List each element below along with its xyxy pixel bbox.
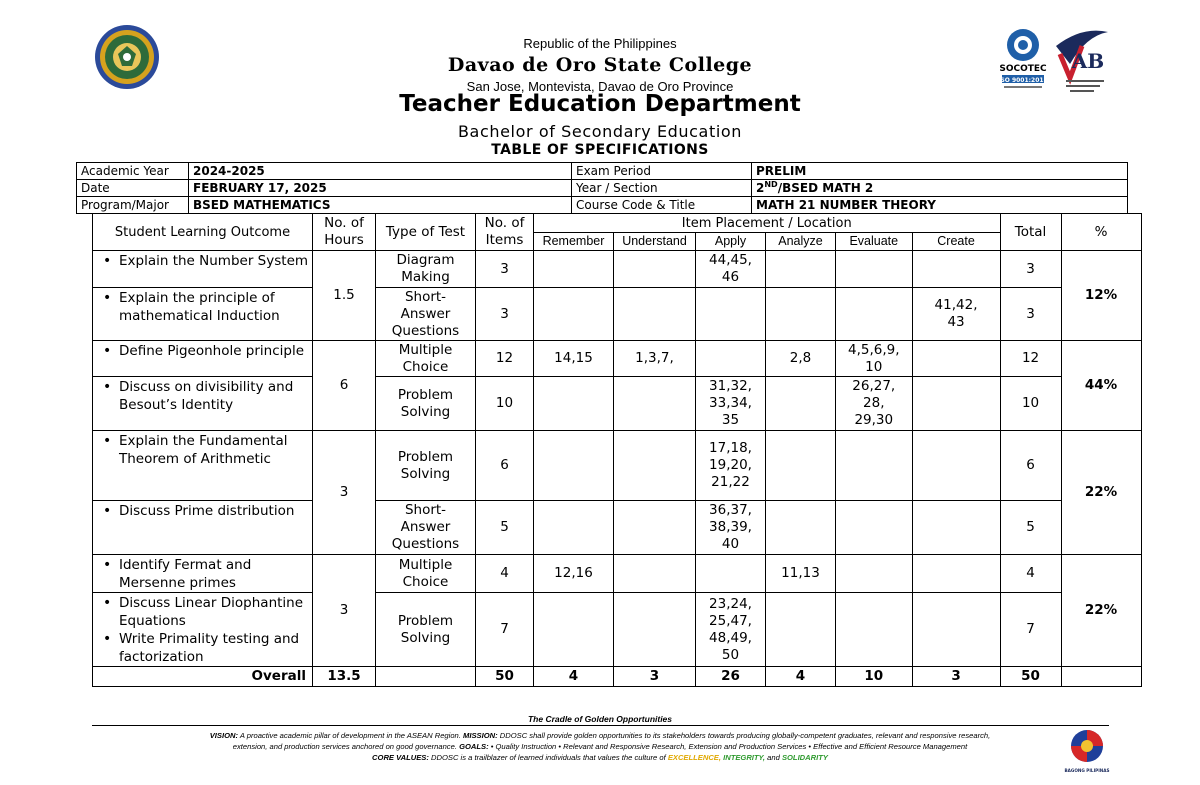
understand-cell (614, 431, 696, 501)
slo-item: • Explain the Number System (99, 252, 312, 270)
year-section-post: /BSED MATH 2 (777, 181, 874, 195)
slo-item: • Explain the principle of mathematical Induction (99, 289, 312, 325)
overall-empty (1061, 667, 1141, 687)
remember-cell: 14,15 (534, 341, 614, 377)
apply-cell: 31,32, 33,34, 35 (696, 377, 766, 431)
items-cell: 10 (476, 377, 534, 431)
mission-text-cont: extension, and production services anchored on good governance. (232, 742, 457, 751)
date-label: Date (77, 180, 189, 197)
evaluate-cell (836, 251, 913, 288)
apply-cell: 36,37, 38,39, 40 (696, 501, 766, 555)
create-cell (912, 593, 1000, 667)
exam-info-table (76, 162, 1128, 214)
year-section-value (752, 180, 1128, 197)
program-label: Program/Major (77, 197, 189, 214)
exam-period-label: Exam Period (572, 163, 752, 180)
apply-cell (696, 341, 766, 377)
footer-core-values (120, 753, 1080, 762)
svg-text:AB: AB (1071, 49, 1105, 73)
overall-understand: 3 (614, 667, 696, 687)
slo-cell (93, 251, 313, 288)
test-type-cell: Short-Answer Questions (376, 501, 476, 555)
table-row (93, 288, 1142, 341)
slo-item: • Define Pigeonhole principle (99, 342, 312, 360)
value-and: and (767, 753, 780, 762)
table-row (93, 431, 1142, 501)
create-cell: 41,42, 43 (912, 288, 1000, 341)
items-cell: 7 (476, 593, 534, 667)
percent-cell: 44% (1061, 341, 1141, 431)
slo-item: • Discuss Prime distribution (99, 502, 312, 520)
analyze-cell (766, 251, 836, 288)
analyze-cell (766, 288, 836, 341)
evaluate-cell (836, 555, 913, 593)
test-type-cell: Problem Solving (376, 593, 476, 667)
value-solidarity: SOLIDARITY (781, 753, 828, 762)
remember-header: Remember (534, 233, 614, 251)
understand-header: Understand (614, 233, 696, 251)
hours-cell: 3 (313, 555, 376, 667)
placement-header: Item Placement / Location (534, 214, 1001, 233)
create-cell (912, 341, 1000, 377)
evaluate-header: Evaluate (836, 233, 913, 251)
total-cell: 3 (1000, 251, 1061, 288)
percent-cell: 22% (1061, 555, 1141, 667)
slo-cell (93, 431, 313, 501)
items-cell: 6 (476, 431, 534, 501)
academic-year-label: Academic Year (77, 163, 189, 180)
total-cell: 7 (1000, 593, 1061, 667)
table-row (93, 251, 1142, 288)
overall-row (93, 667, 1142, 687)
total-cell: 6 (1000, 431, 1061, 501)
total-cell: 3 (1000, 288, 1061, 341)
slo-cell (93, 341, 313, 377)
vision-label: VISION: (209, 731, 239, 740)
percent-cell: 12% (1061, 251, 1141, 341)
items-cell: 4 (476, 555, 534, 593)
evaluate-cell (836, 431, 913, 501)
remember-cell (534, 377, 614, 431)
create-cell (912, 431, 1000, 501)
understand-cell (614, 251, 696, 288)
percent-cell: 22% (1061, 431, 1141, 555)
program-value: BSED MATHEMATICS (189, 197, 572, 214)
total-cell: 10 (1000, 377, 1061, 431)
department-title: Teacher Education Department (399, 91, 801, 117)
slo-item: • Discuss Linear Diophantine Equations (99, 594, 312, 630)
overall-items: 50 (476, 667, 534, 687)
apply-header: Apply (696, 233, 766, 251)
overall-create: 3 (912, 667, 1000, 687)
vision-text: A proactive academic pillar of development in the ASEAN Region. (239, 731, 461, 740)
remember-cell: 12,16 (534, 555, 614, 593)
items-cell: 5 (476, 501, 534, 555)
value-excellence: EXCELLENCE, (667, 753, 721, 762)
year-section-sup: ND (764, 180, 778, 189)
items-cell: 3 (476, 288, 534, 341)
create-header: Create (912, 233, 1000, 251)
goals-text: • Quality Instruction • Relevant and Responsive Research, Extension and Production Services • Effective and Efficient Resource Management (490, 742, 968, 751)
remember-cell (534, 288, 614, 341)
overall-remember: 4 (534, 667, 614, 687)
footer-divider (92, 725, 1109, 726)
remember-cell (534, 251, 614, 288)
test-type-cell: Multiple Choice (376, 555, 476, 593)
college-address: San Jose, Montevista, Davao de Oro Province (466, 79, 734, 94)
evaluate-cell (836, 288, 913, 341)
table-row (93, 593, 1142, 667)
slo-cell (93, 593, 313, 667)
test-type-cell: Multiple Choice (376, 341, 476, 377)
slo-cell (93, 501, 313, 555)
overall-analyze: 4 (766, 667, 836, 687)
apply-cell (696, 288, 766, 341)
core-values-label: CORE VALUES: (372, 753, 429, 762)
create-cell (912, 501, 1000, 555)
percent-header: % (1061, 214, 1141, 251)
overall-hours: 13.5 (313, 667, 376, 687)
slo-cell (93, 288, 313, 341)
understand-cell (614, 501, 696, 555)
date-value: FEBRUARY 17, 2025 (189, 180, 572, 197)
course-label: Course Code & Title (572, 197, 752, 214)
info-row (77, 163, 1128, 180)
college-name: Davao de Oro State College (447, 54, 753, 76)
goals-label: GOALS: (459, 742, 489, 751)
type-header: Type of Test (376, 214, 476, 251)
hours-cell: 6 (313, 341, 376, 431)
analyze-cell (766, 501, 836, 555)
understand-cell (614, 288, 696, 341)
slo-item: • Write Primality testing and factorization (99, 630, 312, 666)
understand-cell: 1,3,7, (614, 341, 696, 377)
remember-cell (534, 593, 614, 667)
info-row (77, 180, 1128, 197)
create-cell (912, 377, 1000, 431)
hours-cell: 1.5 (313, 251, 376, 341)
table-row (93, 555, 1142, 593)
total-cell: 12 (1000, 341, 1061, 377)
test-type-cell: Short-Answer Questions (376, 288, 476, 341)
core-values-text: DDOSC is a trailblazer of learned individuals that values the culture of (431, 753, 666, 762)
analyze-header: Analyze (766, 233, 836, 251)
apply-cell: 44,45, 46 (696, 251, 766, 288)
evaluate-cell (836, 501, 913, 555)
apply-cell: 17,18, 19,20, 21,22 (696, 431, 766, 501)
test-type-cell: Problem Solving (376, 431, 476, 501)
table-row (93, 377, 1142, 431)
create-cell (912, 555, 1000, 593)
footer-goals (120, 742, 1080, 751)
evaluate-cell (836, 593, 913, 667)
specification-table (92, 213, 1142, 687)
document-title: TABLE OF SPECIFICATIONS (491, 142, 709, 158)
slo-item: • Explain the Fundamental Theorem of Arithmetic (99, 432, 312, 468)
create-cell (912, 251, 1000, 288)
value-integrity: INTEGRITY, (723, 753, 766, 762)
overall-label: Overall (93, 667, 313, 687)
header-row (93, 214, 1142, 233)
specification-body (93, 251, 1142, 687)
mission-text: DDOSC shall provide golden opportunities to its stakeholders towards producing globally-competent graduates, relevant and responsive research, (499, 731, 991, 740)
year-section-pre: 2 (756, 181, 765, 195)
overall-apply: 26 (696, 667, 766, 687)
items-header: No. of Items (476, 214, 534, 251)
analyze-cell: 2,8 (766, 341, 836, 377)
apply-cell: 23,24, 25,47, 48,49, 50 (696, 593, 766, 667)
info-row (77, 197, 1128, 214)
items-cell: 12 (476, 341, 534, 377)
slo-header: Student Learning Outcome (93, 214, 313, 251)
analyze-cell (766, 377, 836, 431)
understand-cell (614, 593, 696, 667)
overall-total: 50 (1000, 667, 1061, 687)
test-type-cell: Problem Solving (376, 377, 476, 431)
total-header: Total (1000, 214, 1061, 251)
analyze-cell: 11,13 (766, 555, 836, 593)
analyze-cell (766, 431, 836, 501)
mission-label: MISSION: (463, 731, 498, 740)
understand-cell (614, 377, 696, 431)
bagong-pilipinas-logo (1062, 726, 1112, 776)
test-type-cell: Diagram Making (376, 251, 476, 288)
remember-cell (534, 431, 614, 501)
slo-cell (93, 555, 313, 593)
total-cell: 4 (1000, 555, 1061, 593)
hours-cell: 3 (313, 431, 376, 555)
slo-cell (93, 377, 313, 431)
bagong-pilipinas-text: BAGONG PILIPINAS (1064, 768, 1110, 773)
academic-year-value: 2024-2025 (189, 163, 572, 180)
total-cell: 5 (1000, 501, 1061, 555)
table-row (93, 501, 1142, 555)
iso-text: ISO 9001:2015 (998, 77, 1048, 84)
footer-tagline: The Cradle of Golden Opportunities (527, 714, 673, 724)
republic-line: Republic of the Philippines (523, 36, 677, 51)
footer-vision-mission (120, 731, 1080, 740)
overall-empty (376, 667, 476, 687)
year-section-label: Year / Section (572, 180, 752, 197)
hours-header: No. of Hours (313, 214, 376, 251)
remember-cell (534, 501, 614, 555)
exam-period-value: PRELIM (752, 163, 1128, 180)
socotec-text: SOCOTEC (999, 64, 1047, 74)
table-row (93, 341, 1142, 377)
program-title: Bachelor of Secondary Education (457, 122, 743, 141)
slo-item: • Discuss on divisibility and Besout’s Identity (99, 378, 312, 414)
slo-item: • Identify Fermat and Mersenne primes (99, 556, 312, 592)
evaluate-cell: 4,5,6,9, 10 (836, 341, 913, 377)
apply-cell (696, 555, 766, 593)
overall-evaluate: 10 (836, 667, 913, 687)
evaluate-cell: 26,27, 28, 29,30 (836, 377, 913, 431)
items-cell: 3 (476, 251, 534, 288)
course-value: MATH 21 NUMBER THEORY (752, 197, 1128, 214)
understand-cell (614, 555, 696, 593)
analyze-cell (766, 593, 836, 667)
